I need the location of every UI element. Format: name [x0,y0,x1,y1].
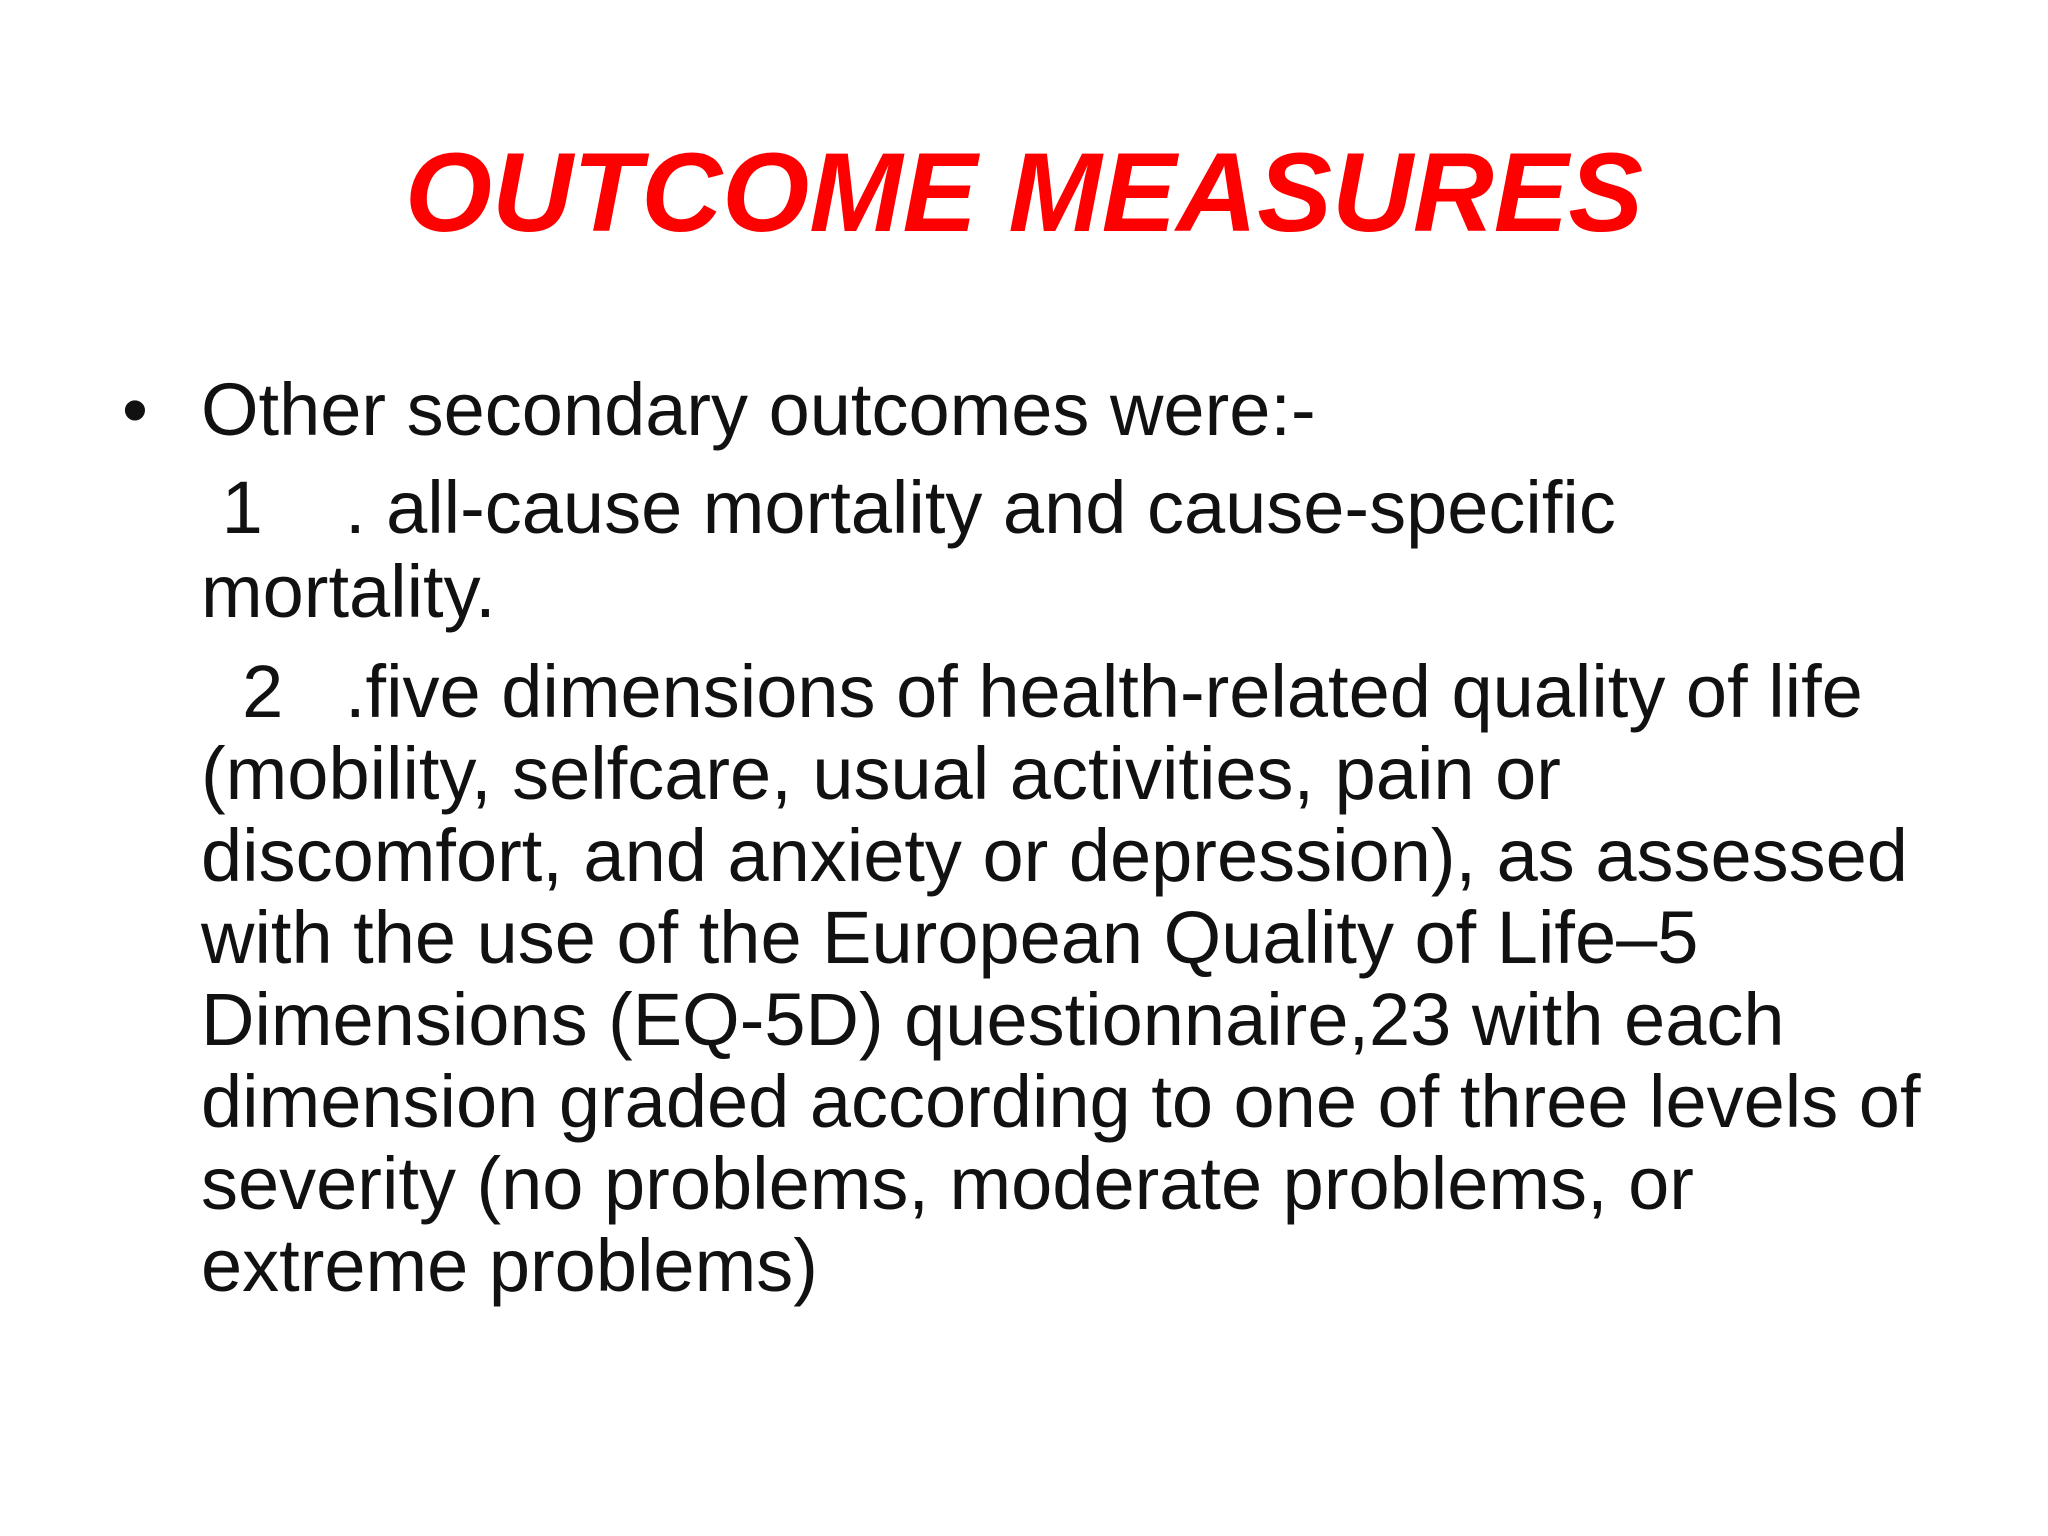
bullet-icon: • [122,368,148,451]
bullet-text: Other secondary outcomes were:- [201,368,1316,451]
list-item-1: 1 . all-cause mortality and cause-specific mortality. [201,466,1637,633]
list-item-2: 2 .five dimensions of health-related quality of life (mobility, selfcare, usual activities, pain or discomfort, and anxiety or depression), as assessed with the use of the European Quality of Life–5 Dimensions (EQ-5D) questionnaire,23 with each dimension graded according to one of three levels of severity (no problems, moderate problems, or extreme problems) [201,650,1942,1307]
slide-title: OUTCOME MEASURES [404,130,1644,255]
